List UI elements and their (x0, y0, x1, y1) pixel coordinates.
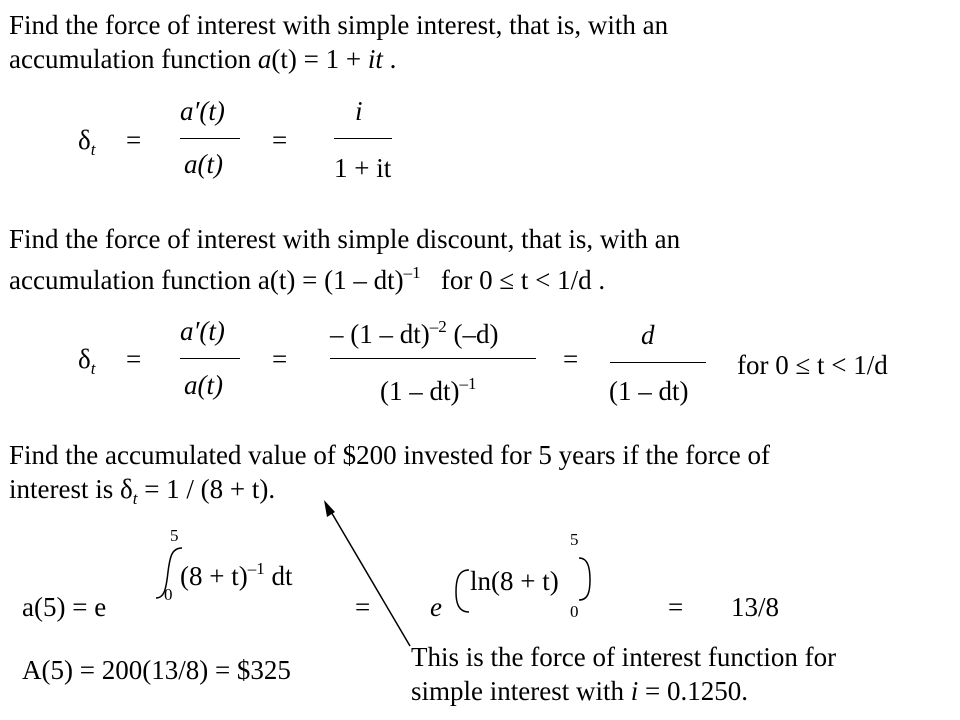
equals-sign: = (126, 125, 142, 155)
equals-sign: = (272, 344, 288, 374)
fraction-denominator: a(t) (184, 370, 223, 400)
problem3-line1: Find the accumulated value of $200 invested for 5 years if the force of (9, 440, 770, 470)
note-line1: This is the force of interest function for (411, 642, 837, 672)
problem3-line2: interest is $\delta_t = 1 / (8 + t)$. (9, 474, 276, 508)
delta-symbol: $\delta_t$ (78, 125, 96, 159)
problem1-line2: accumulation function a(t) = 1 + it . (9, 44, 397, 74)
fraction-numerator: a′(t) (180, 96, 225, 126)
accumulated-amount: A(5) = 200(13/8) = $325 (22, 655, 291, 685)
exp-base: e (430, 592, 442, 622)
right-bracket-icon (579, 558, 590, 600)
problem2-line2: accumulation function a(t) = (1 – dt)$^{-1}$ for 0 ≤ t < 1/d . (9, 263, 606, 295)
rhs-denominator: (1 – dt) (609, 376, 689, 406)
fraction-numerator: a′(t) (180, 316, 225, 346)
delta-symbol: $\delta_t$ (78, 344, 96, 378)
domain-condition: for 0 ≤ t < 1/d (737, 350, 888, 380)
annotation-note (411, 640, 836, 708)
evaluation-upper-limit: 5 (570, 530, 579, 549)
integral-upper-limit: 5 (170, 526, 179, 545)
note-line2: simple interest with i = 0.1250. (411, 676, 748, 706)
rhs-numerator: i (355, 96, 363, 126)
equals-sign: = (668, 592, 684, 622)
problem2-line1: Find the force of interest with simple discount, that is, with an (9, 224, 681, 254)
fraction-denominator: a(t) (184, 149, 223, 179)
equals-sign: = (126, 344, 142, 374)
accumulation-lhs: a(5) = e (22, 592, 107, 622)
arrow-line (330, 510, 410, 646)
equals-sign: = (563, 344, 579, 374)
log-expression: ln(8 + t) (470, 566, 559, 596)
middle-numerator: – (1 – dt)$^{-2}$ (–d) (330, 317, 499, 349)
equals-sign: = (272, 125, 288, 155)
rhs-denominator: 1 + it (334, 153, 392, 183)
integrand: $(8 + t)^{-1}$ dt (180, 559, 293, 591)
problem1-line1: Find the force of interest with simple interest, that is, with an (9, 10, 669, 40)
rhs-numerator: d (641, 320, 655, 350)
result-value: 13/8 (731, 592, 780, 622)
left-bracket-icon (456, 570, 469, 612)
evaluation-lower-limit: 0 (570, 602, 579, 621)
integral-lower-limit: 0 (164, 585, 173, 604)
middle-denominator: (1 – dt)$^{-1}$ (380, 374, 477, 406)
equals-sign: = (355, 592, 371, 622)
